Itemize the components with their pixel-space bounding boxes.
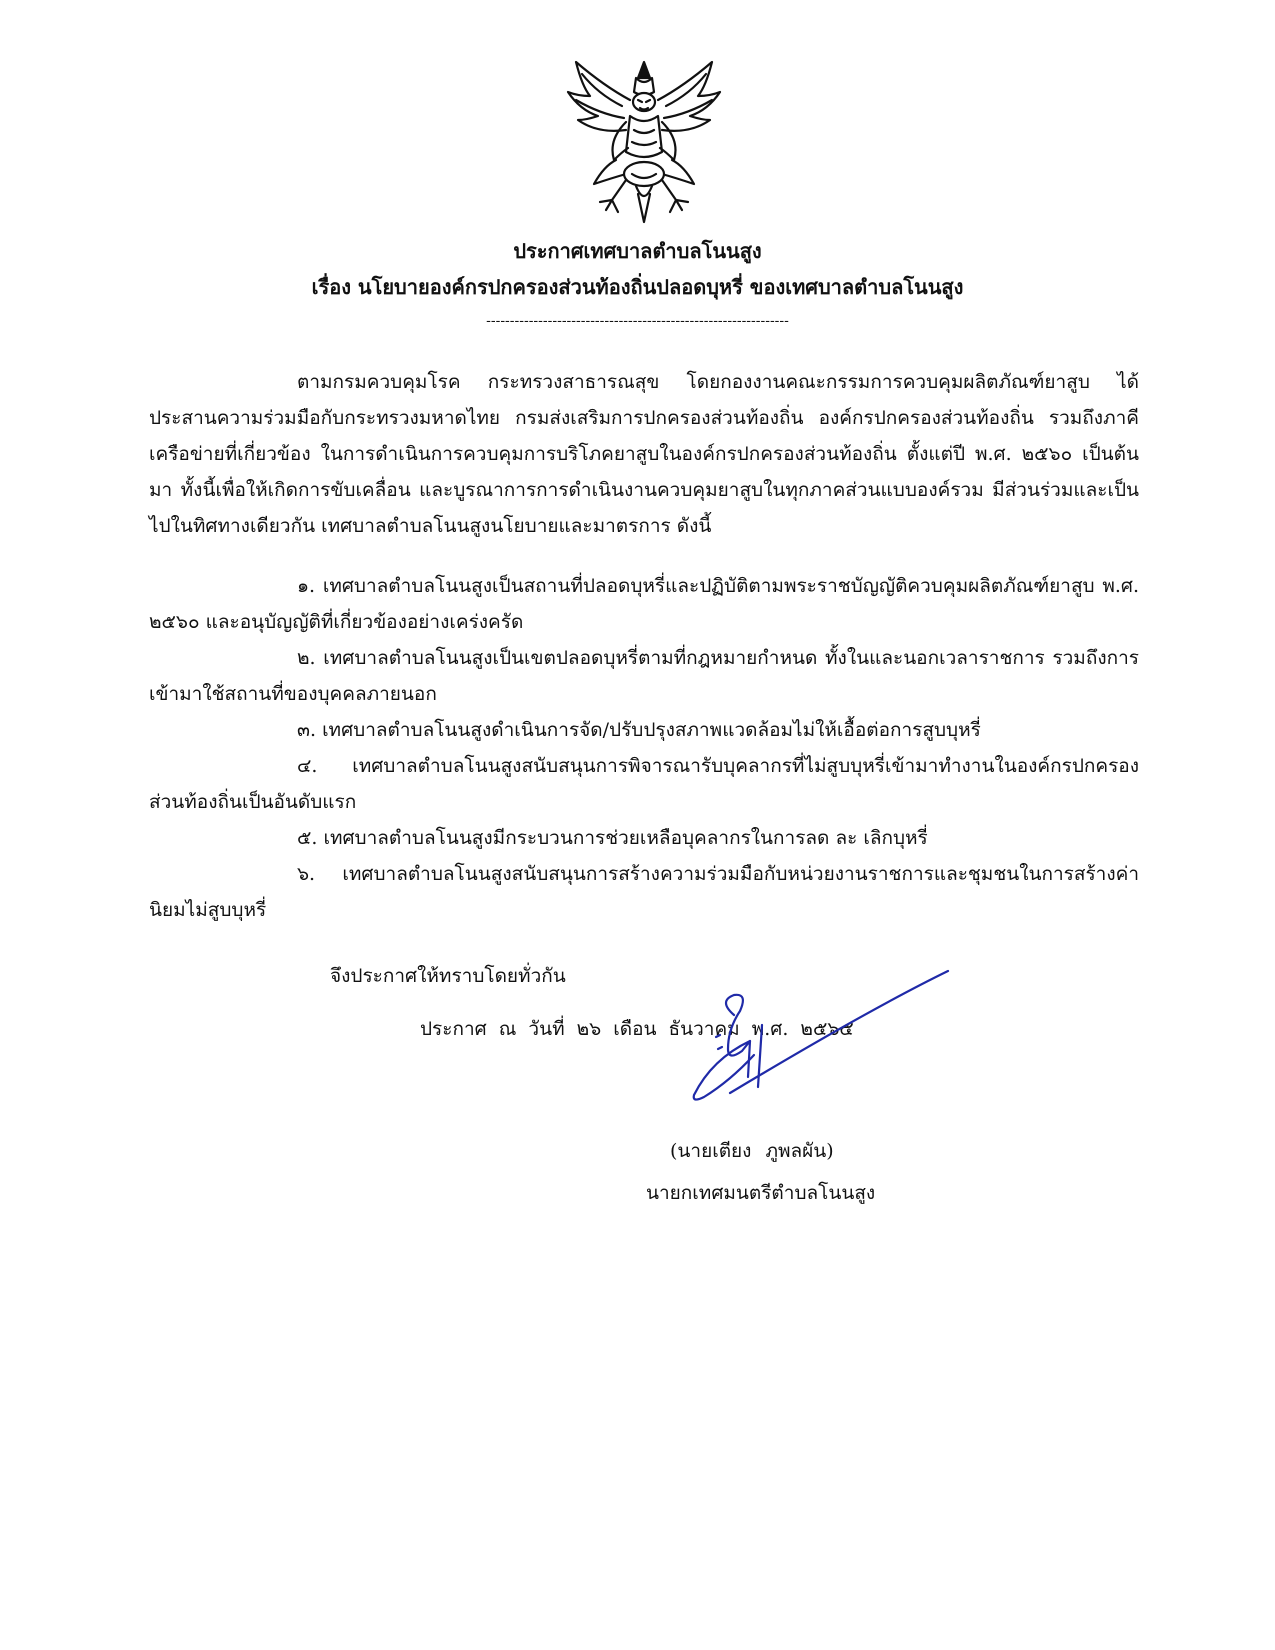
policy-item-2: ๒. เทศบาลตำบลโนนสูงเป็นเขตปลอดบุหรี่ตามที่กฎหมายกำหนด ทั้งในและนอกเวลาราชการ รวมถึงการเข้ามาใช้สถานที่ของบุคคลภายนอก <box>149 647 1139 705</box>
intro-paragraph: ตามกรมควบคุมโรค กระทรวงสาธารณสุข โดยกองงานคณะกรรมการควบคุมผลิตภัณฑ์ยาสูบ ได้ประสานความร่วมมือกับกระทรวงมหาดไทย กรมส่งเสริมการปกครองส่วนท้องถิ่น องค์กรปกครองส่วนท้องถิ่น รวมถึงภาคีเครือข่ายที่เกี่ยวข้อง ในการดำเนินการควบคุมการบริโภคยาสูบในองค์กรปกครองส่วนท้องถิ่น ตั้งแต่ปี พ.ศ. ๒๕๖๐ เป็นต้นมา ทั้งนี้เพื่อให้เกิดการขับเคลื่อน และบูรณาการการดำเนินงานควบคุมยาสูบในทุกภาคส่วนแบบองค์รวม มีส่วนร่วมและเป็นไปในทิศทางเดียวกัน เทศบาลตำบลโนนสูงนโยบายและมาตรการ ดังนี้ <box>149 371 1139 537</box>
policy-item-1: ๑. เทศบาลตำบลโนนสูงเป็นสถานที่ปลอดบุหรี่และปฏิบัติตามพระราชบัญญัติควบคุมผลิตภัณฑ์ยาสูบ พ.ศ. ๒๕๖๐ และอนุบัญญัติที่เกี่ยวข้องอย่างเคร่งครัด <box>149 575 1139 633</box>
handwritten-signature-icon <box>690 965 1010 1145</box>
announcement-line: จึงประกาศให้ทราบโดยทั่วกัน <box>330 965 566 987</box>
title-divider: ---------------------------------------------------------------- <box>486 314 789 328</box>
garuda-emblem-icon <box>564 56 724 226</box>
policy-item-5: ๕. เทศบาลตำบลโนนสูงมีกระบวนการช่วยเหลือบุคลากรในการลด ละ เลิกบุหรี่ <box>297 827 928 849</box>
announcement-date: ประกาศ ณ วันที่ ๒๖ เดือน ธันวาคม พ.ศ. ๒๕๖๕ <box>420 1018 854 1040</box>
policy-item-3: ๓. เทศบาลตำบลโนนสูงดำเนินการจัด/ปรับปรุงสภาพแวดล้อมไม่ให้เอื้อต่อการสูบบุหรี่ <box>297 719 981 741</box>
document-subject: เรื่อง นโยบายองค์กรปกครองส่วนท้องถิ่นปลอดบุหรี่ ของเทศบาลตำบลโนนสูง <box>311 275 964 299</box>
policy-item-6: ๖. เทศบาลตำบลโนนสูงสนับสนุนการสร้างความร่วมมือกับหน่วยงานราชการและชุมชนในการสร้างค่านิยมไม่สูบบุหรี่ <box>149 863 1139 921</box>
signer-title: นายกเทศมนตรีตำบลโนนสูง <box>646 1182 876 1204</box>
signer-name: (นายเตียง ภูพลผัน) <box>670 1140 834 1162</box>
intro-section <box>149 364 1139 544</box>
policy-item-4: ๔. เทศบาลตำบลโนนสูงสนับสนุนการพิจารณารับบุคลากรที่ไม่สูบบุหรี่เข้ามาทำงานในองค์กรปกครองส่วนท้องถิ่นเป็นอันดับแรก <box>149 755 1139 813</box>
document-title: ประกาศเทศบาลตำบลโนนสูง <box>513 239 762 263</box>
policy-list <box>149 568 1139 928</box>
